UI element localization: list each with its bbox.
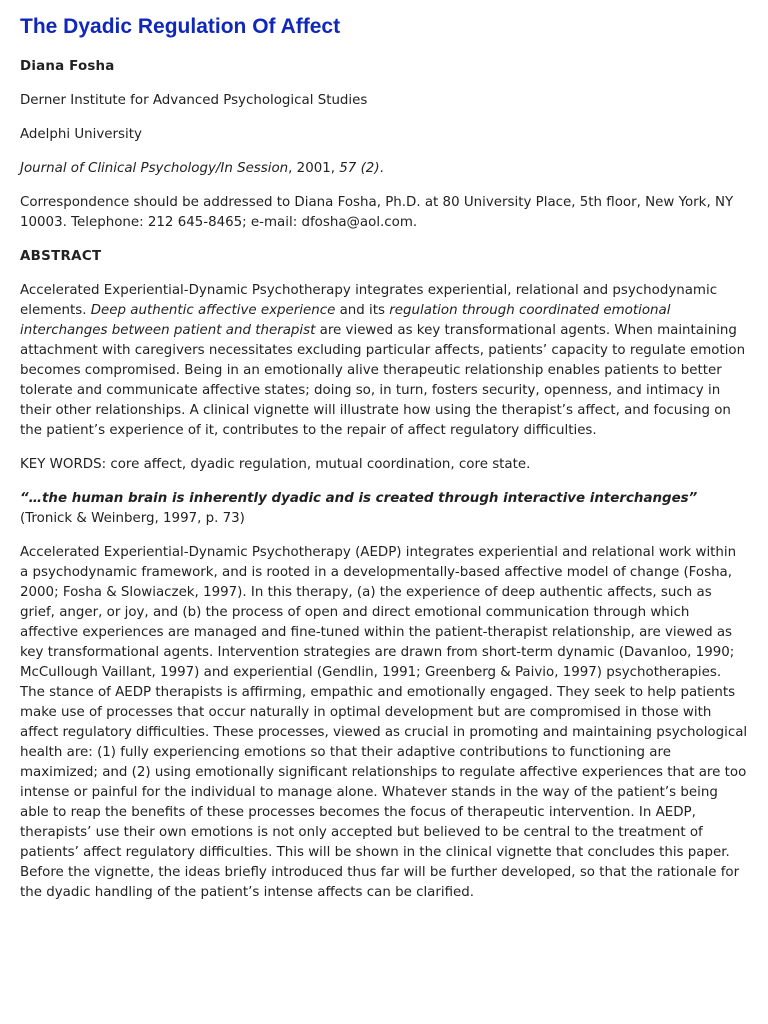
article-title: The Dyadic Regulation Of Affect [20,15,341,38]
epigraph-quote: “…the human brain is inherently dyadic and is created through interactive interchanges” [20,491,698,506]
abstract-part-1: Accelerated Experiential-Dynamic Psychotherapy integrates experiential, relational and psychodynamic elements. [20,283,718,318]
epigraph-source: (Tronick & Weinberg, 1997, p. 73) [20,511,245,526]
body-paragraph: Accelerated Experiential-Dynamic Psychotherapy (AEDP) integrates experiential and relational work within a psychodynamic framework, and is rooted in a developmentally-based affective model of change (Fosha, 2000; Fosha & Slowiaczek, 1997). In this therapy, (a) the experience of deep authentic affects, such as grief, anger, or joy, and (b) the process of open and direct emotional communication through which affective experiences are managed and fine-tuned within the patient-therapist relationship, are viewed as key transformational agents. Intervention strategies are drawn from short-term dynamic (Davanloo, 1990; McCullough Vaillant, 1997) and experiential (Gendlin, 1991; Greenberg & Paivio, 1997) psychotherapies. The stance of AEDP therapists is affirming, empathic and emotionally engaged. They seek to help patients make use of processes that occur naturally in optimal development but are compromised in those with affect regulatory difficulties. These processes, viewed as crucial in promoting and maintaining psychological health are: (1) fully experiencing emotions so that their adaptive contributions to functioning are maximized; and (2) using emotionally significant relationships to regulate affective experiences that are too intense or painful for the individual to manage alone. Whatever stands in the way of the patient’s being able to reap the benefits of these processes becomes the focus of therapeutic intervention. In AEDP, therapists’ use their own emotions is not only accepted but believed to be central to the treatment of patients’ affect regulatory difficulties. This will be shown in the clinical vignette that concludes this paper. Before the vignette, the ideas briefly introduced thus far will be further developed, so that the rationale for the dyadic handling of the patient’s intense affects can be clarified. [20,545,748,900]
abstract-italic-2: regulation through coordinated emotional interchanges between patient and therapist [20,303,671,338]
keywords: KEY WORDS: core affect, dyadic regulation, mutual coordination, core state. [20,457,531,472]
abstract-text [20,281,748,441]
affiliation-university: Adelphi University [20,127,142,142]
citation-year: , 2001, [288,161,340,176]
abstract-part-2: and its [335,303,390,318]
abstract-heading: ABSTRACT [20,249,102,264]
journal-name: Journal of Clinical Psychology/In Session [20,161,289,176]
journal-citation [20,159,748,179]
citation-volume: 57 (2) [339,161,380,176]
abstract-italic-1: Deep authentic affective experience [90,303,336,318]
affiliation-institute: Derner Institute for Advanced Psychological Studies [20,93,368,108]
correspondence-note: Correspondence should be addressed to Diana Fosha, Ph.D. at 80 University Place, 5th floor, New York, NY 10003. Telephone: 212 645-8465; e-mail: dfosha@aol.com. [20,195,734,230]
author-name: Diana Fosha [20,59,115,74]
abstract-part-3: are viewed as key transformational agents. When maintaining attachment with caregivers necessitates excluding particular affects, patients’ capacity to regulate emotion becomes compromised. Being in an emotionally alive therapeutic relationship enables patients to better tolerate and communicate affective states; doing so, in turn, fosters security, openness, and intimacy in their other relationships. A clinical vignette will illustrate how using the therapist’s affect, and focusing on the patient’s experience of it, contributes to the repair of affect regulatory difficulties. [20,323,746,438]
epigraph [20,489,748,529]
citation-end: . [379,161,384,176]
